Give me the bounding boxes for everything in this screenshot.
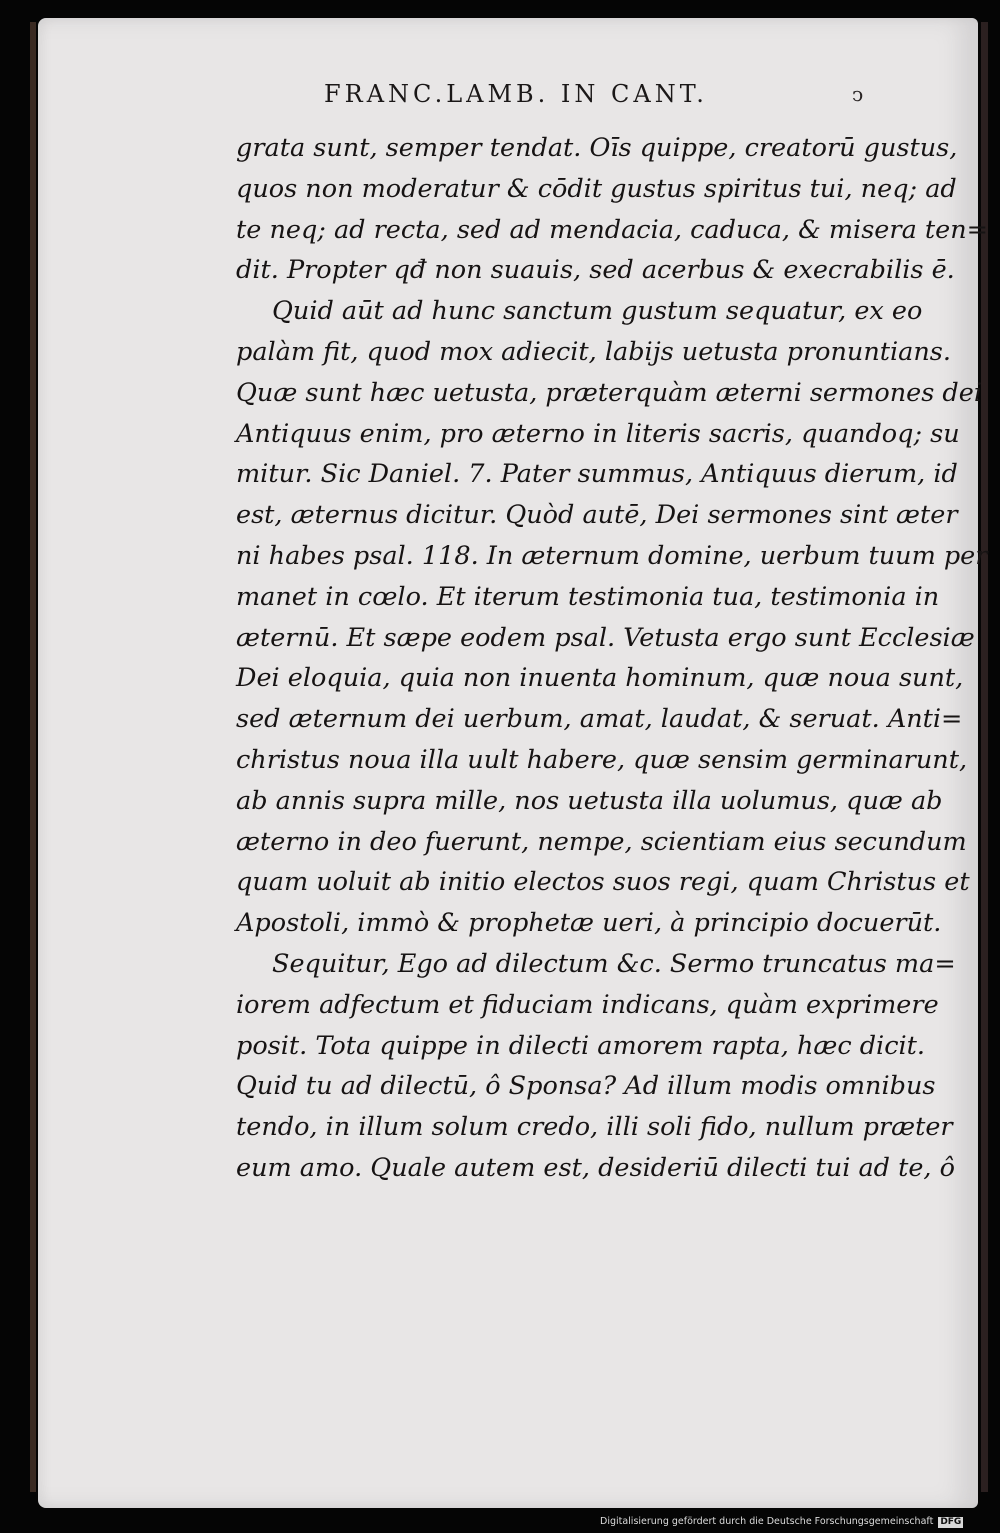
page-mark: ↄ bbox=[852, 82, 864, 106]
text-line: quos non moderatur & cōdit gustus spiritus tui, neq; ad bbox=[236, 173, 957, 204]
text-line: grata sunt, semper tendat. Oīs quippe, creatorū gustus, bbox=[236, 133, 958, 163]
text-line: ab annis supra mille, nos uetusta illa uolumus, quæ ab bbox=[236, 785, 943, 816]
body-text bbox=[236, 128, 989, 1198]
text-line: Antiquus enim, pro æterno in literis sacris, quandoq; su bbox=[236, 418, 960, 449]
text-line: Quid tu ad dilectū, ô Sponsa? Ad illum modis omnibus bbox=[236, 1071, 936, 1102]
text-line: posit. Tota quippe in dilecti amorem rapta, hæc dicit. bbox=[236, 1030, 925, 1061]
text-line: iorem adfectum et fiduciam indicans, quàm exprimere bbox=[236, 989, 939, 1020]
text-line: ni habes psal. 118. In æternum domine, uerbum tuum per bbox=[236, 541, 988, 571]
footer-credit: Digitalisierung gefördert durch die Deutsche Forschungsgemeinschaft bbox=[600, 1516, 934, 1527]
text-line: æternū. Et sæpe eodem psal. Vetusta ergo sunt Ecclesiæ bbox=[236, 622, 975, 653]
text-line: æterno in deo fuerunt, nempe, scientiam eius secundum bbox=[236, 826, 967, 857]
text-line: palàm fit, quod mox adiecit, labijs uetusta pronuntians. bbox=[236, 337, 951, 367]
text-line: te neq; ad recta, sed ad mendacia, caduca, & misera ten= bbox=[236, 214, 989, 245]
book-edge-left bbox=[30, 22, 36, 1492]
text-line: eum amo. Quale autem est, desideriū dilecti tui ad te, ô bbox=[236, 1153, 955, 1183]
text-line: christus noua illa uult habere, quæ sensim germinarunt, bbox=[236, 745, 968, 775]
text-line: dit. Propter qđ non suauis, sed acerbus & execrabilis ē. bbox=[236, 255, 955, 286]
text-line: Sequitur, Ego ad dilectum &c. Sermo truncatus ma= bbox=[272, 949, 956, 979]
dfg-logo-icon: DFG bbox=[940, 1516, 962, 1527]
digitization-footer bbox=[600, 1513, 996, 1531]
text-line: Apostoli, immò & prophetæ ueri, à principio docuerūt. bbox=[236, 908, 942, 939]
text-line: tendo, in illum solum credo, illi soli fido, nullum præter bbox=[236, 1112, 953, 1143]
text-line: sed æternum dei uerbum, amat, laudat, & seruat. Anti= bbox=[236, 704, 963, 735]
text-line: Dei eloquia, quia non inuenta hominum, quæ noua sunt, bbox=[236, 663, 964, 694]
running-head: FRANC.LAMB. IN CANT. bbox=[324, 80, 708, 108]
text-line: Quæ sunt hæc uetusta, præterquàm æterni sermones dei bbox=[236, 377, 982, 408]
text-line: quam uoluit ab initio electos suos regi, quam Christus et bbox=[236, 867, 970, 898]
text-line: Quid aūt ad hunc sanctum gustum sequatur, ex eo bbox=[272, 296, 923, 327]
text-line: est, æternus dicitur. Quòd autē, Dei sermones sint æter bbox=[236, 500, 958, 531]
text-line: manet in cœlo. Et iterum testimonia tua, testimonia in bbox=[236, 581, 940, 612]
text-line: mitur. Sic Daniel. 7. Pater summus, Antiquus dierum, id bbox=[236, 459, 958, 490]
